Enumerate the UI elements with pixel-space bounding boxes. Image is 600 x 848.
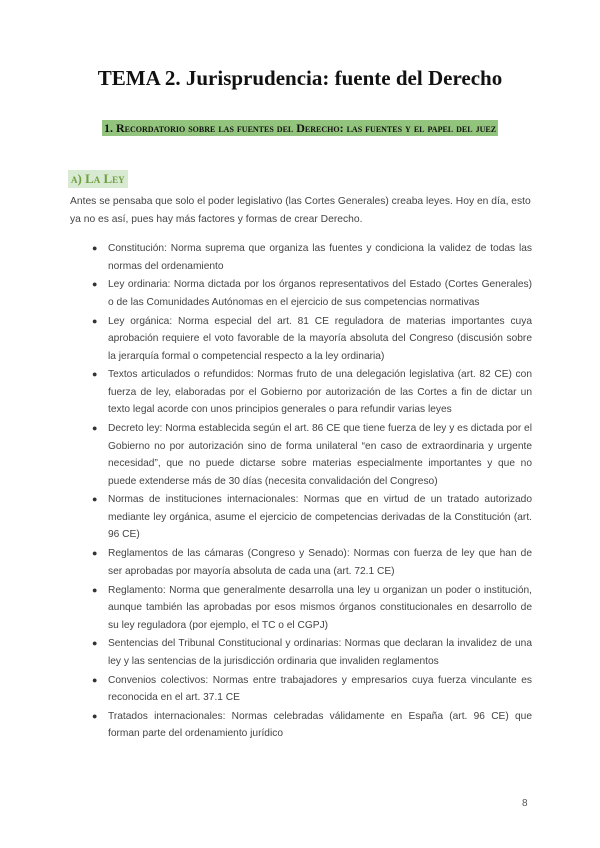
intro-paragraph: Antes se pensaba que solo el poder legislativo (las Cortes Generales) creaba leyes. Hoy en día, esto ya no es así, pues hay más factores y formas de crear Derecho. [70, 196, 531, 225]
list-item [70, 366, 532, 419]
list-item [70, 545, 532, 580]
section-heading [40, 118, 560, 138]
bullet-icon: ● [92, 494, 98, 505]
list-item [70, 582, 532, 635]
list-item [70, 491, 532, 544]
list-item-text: Reglamentos de las cámaras (Congreso y Senado): Normas con fuerza de ley que han de ser aprobadas por mayoría absoluta de cada una (art. 72.1 CE) [108, 548, 532, 577]
bullet-icon: ● [92, 674, 98, 685]
bullet-icon: ● [92, 423, 98, 434]
sources-list [70, 240, 532, 744]
bullet-icon: ● [92, 279, 98, 290]
bullet-icon: ● [92, 548, 98, 559]
bullet-icon: ● [92, 710, 98, 721]
list-item-text: Tratados internacionales: Normas celebradas válidamente en España (art. 96 CE) que forman parte del ordenamiento jurídico [108, 710, 532, 740]
list-item-text: Sentencias del Tribunal Constitucional y ordinarias: Normas que declaran la invalidez de una ley y las sentencias de la jurisdicción ordinaria que invaliden reglamentos [108, 638, 532, 667]
bullet-icon: ● [92, 584, 98, 595]
page-title: TEMA 2. Jurisprudencia: fuente del Derecho [97, 66, 503, 90]
list-item-text: Normas de instituciones internacionales: Normas que en virtud de un tratado autorizado mediante ley orgánica, asume el ejercicio de competencias derivadas de la Constitución (art. 96 CE) [108, 494, 532, 541]
list-item [70, 240, 532, 275]
section-heading-text: 1. Recordatorio sobre las fuentes del Derecho: las fuentes y el papel del juez [103, 121, 497, 135]
list-item [70, 276, 532, 311]
page-number: 8 [522, 798, 528, 809]
bullet-icon: ● [92, 315, 98, 326]
list-item-text: Reglamento: Norma que generalmente desarrolla una ley u organizan un poder o institución, aunque también las aprobadas por esos mismos órganos constitucionales en desarrollo de su ley reguladora (por ejemplo, el TC o el CGPJ) [108, 584, 532, 631]
list-item [70, 672, 532, 707]
bullet-icon: ● [92, 369, 98, 380]
list-item [70, 313, 532, 366]
sub-heading: a) La Ley [68, 170, 128, 188]
list-item-text: Ley ordinaria: Norma dictada por los órganos representativos del Estado (Cortes Generales) o de las Comunidades Autónomas en el ejercicio de sus competencias normativas [108, 279, 532, 308]
list-item-text: Decreto ley: Norma establecida según el art. 86 CE que tiene fuerza de ley y es dictada por el Gobierno no por autorización sino de forma unilateral “en caso de extraordinaria y urgente necesidad”, que no puede dictarse sobre materias especialmente importantes y que no puede extenderse más de 30 días (necesita convalidación del Congreso) [108, 423, 532, 487]
list-item-text: Textos articulados o refundidos: Normas fruto de una delegación legislativa (art. 82 CE) con fuerza de ley, elaboradas por el Gobierno por autorización de las Cortes a fin de dictar un texto legal acorde con unos principios generales o para refundir varias leyes [108, 369, 532, 416]
list-item [70, 420, 532, 490]
list-item-text: Ley orgánica: Norma especial del art. 81 CE reguladora de materias importantes cuya aprobación requiere el voto favorable de la mayoría absoluta del Congreso (discusión sobre la jerarquía formal o competencial respecto a la ley ordinaria) [108, 315, 532, 362]
list-item [70, 708, 532, 743]
list-item-text: Constitución: Norma suprema que organiza las fuentes y condiciona la validez de todas las normas del ordenamiento [108, 243, 532, 272]
list-item-text: Convenios colectivos: Normas entre trabajadores y empresarios cuya fuerza vinculante es reconocida en el art. 37.1 CE [108, 674, 532, 704]
list-item [70, 635, 532, 670]
bullet-icon: ● [92, 243, 98, 253]
bullet-icon: ● [92, 638, 98, 649]
